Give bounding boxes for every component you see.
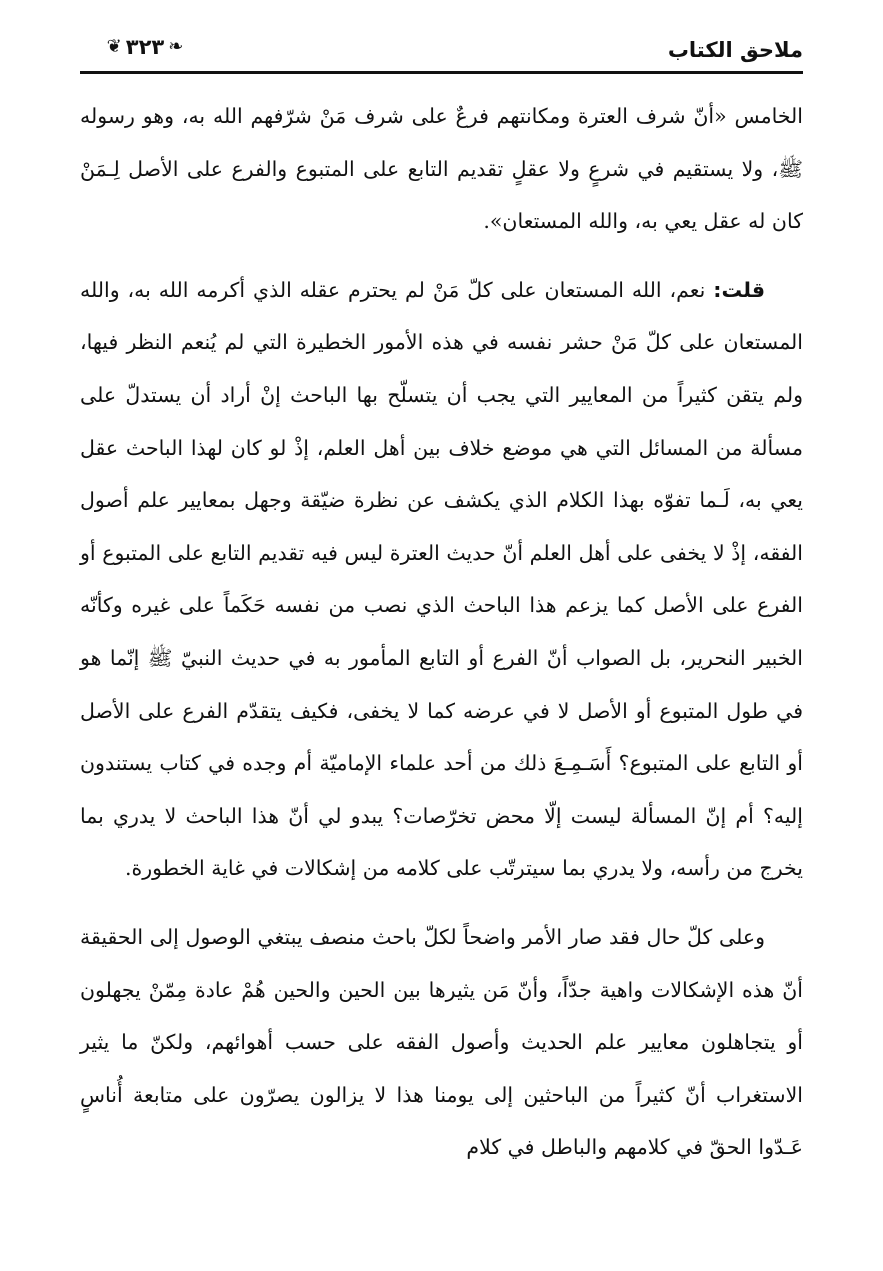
paragraph-text: وعلى كلّ حال فقد صار الأمر واضحاً لكلّ باحث منصف يبتغي الوصول إلى الحقيقة أنّ هذه الإشكالات واهية جدّاً، وأنّ مَن يثيرها بين الحين والحين هُمْ عادة مِمّنْ يجهلون أو يتجاهلون معايير علم الحديث وأصول الفقه على حسب أهوائهم، ولكنّ ما يثير الاستغراب أنّ كثيراً من الباحثين إلى يومنا هذا لا يزالون يصرّون على متابعة أُناسٍ عَـدّوا الحقّ في كلامهم والباطل في كلام: [80, 924, 803, 1160]
ornament-flourish-icon: ❦: [106, 36, 122, 57]
paragraph-text: نعم، الله المستعان على كلّ مَنْ لم يحترم عقله الذي أكرمه الله به، والله المستعان على كلّ مَنْ حشر نفسه في هذه الأمور الخطيرة التي لم يُنعم النظر فيها، ولم يتقن كثيراً من المعايير التي يجب أن يتسلّح بها الباحث إنْ أراد أن يستدلّ على مسألة من المسائل التي هي موضع خلاف بين أهل العلم، إذْ لو كان لهذا الباحث عقل يعي به، لَـما تفوّه بهذا الكلام الذي يكشف عن نظرة ضيّقة وجهل بمعايير علم أصول الفقه، إذْ لا يخفى على أهل العلم أنّ حديث العترة ليس فيه تقديم التابع على المتبوع أو الفرع على الأصل كما يزعم هذا الباحث الذي نصب من نفسه حَكَماً على غيره وكأنّه الخبير النحرير، بل الصواب أنّ الفرع أو التابع المأمور به في حديث النبيّ ﷺ إنّما هو في طول المتبوع أو الأصل لا في عرضه كما لا يخفى، فكيف يتقدّم الفرع على الأصل أو التابع على المتبوع؟ أَسَـمِـعَ ذلك من أحد علماء الإماميّة أم وجده في كتاب يستندون إليه؟ أم إنّ المسألة ليست إلّا محض تخرّصات؟ يبدو لي أنّ هذا الباحث لا يدري بما يخرج من رأسه، ولا يدري بما سيترتّب على كلامه من إشكالات في غاية الخطورة.: [80, 277, 803, 881]
paragraph-3: [80, 911, 803, 1174]
page-header: [80, 28, 803, 74]
page-number-ornament: [80, 32, 210, 62]
paragraph-lead-word: قلت:: [713, 277, 765, 302]
running-title: ملاحق الكتاب: [667, 38, 803, 62]
paragraph-2: [80, 264, 803, 895]
page-number: ٣٢٣: [125, 35, 165, 59]
paragraph-1: [80, 90, 803, 248]
ornament-flourish-icon: ❧: [168, 36, 184, 57]
paragraph-text: الخامس «أنّ شرف العترة ومكانتهم فرعٌ على شرف مَنْ شرّفهم الله به، وهو رسوله ﷺ، ولا يستقيم في شرعٍ ولا عقلٍ تقديم التابع على المتبوع والفرع على الأصل لِـمَنْ كان له عقل يعي به، والله المستعان».: [80, 104, 803, 234]
page-body: [80, 90, 803, 1174]
header-divider: [80, 71, 803, 74]
